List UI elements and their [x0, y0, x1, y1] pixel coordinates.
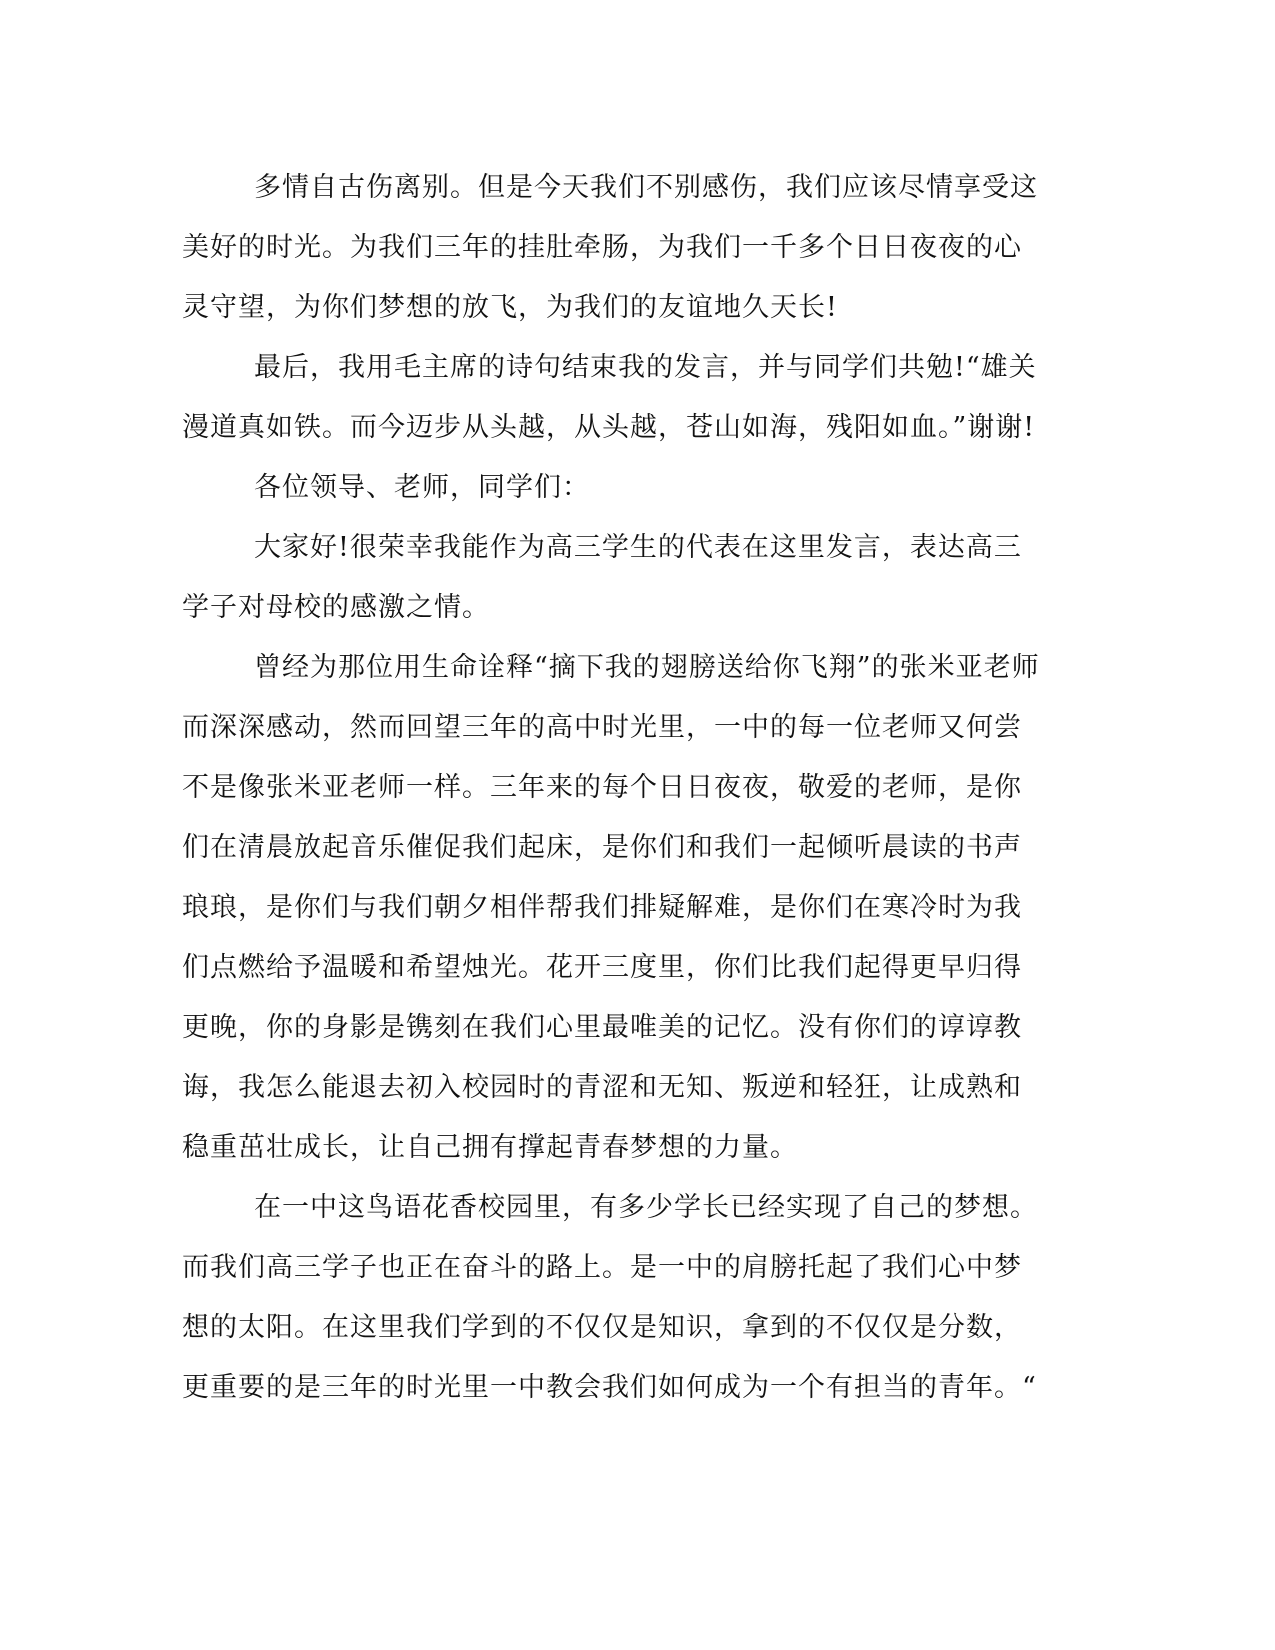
text-line: 更晚，你的身影是镌刻在我们心里最唯美的记忆。没有你们的谆谆教 — [182, 1012, 1022, 1043]
text-line: 而我们高三学子也正在奋斗的路上。是一中的肩膀托起了我们心中梦 — [182, 1252, 1022, 1283]
text-line: 想的太阳。在这里我们学到的不仅仅是知识，拿到的不仅仅是分数， — [182, 1312, 1022, 1343]
text-line: 诲，我怎么能退去初入校园时的青涩和无知、叛逆和轻狂，让成熟和 — [182, 1072, 1022, 1103]
text-line: 最后，我用毛主席的诗句结束我的发言，并与同学们共勉!“雄关 — [254, 352, 1037, 383]
text-line: 更重要的是三年的时光里一中教会我们如何成为一个有担当的青年。“ — [182, 1372, 1037, 1403]
text-line: 们在清晨放起音乐催促我们起床，是你们和我们一起倾听晨读的书声 — [182, 832, 1022, 863]
text-line: 而深深感动，然而回望三年的高中时光里，一中的每一位老师又何尝 — [182, 712, 1022, 743]
text-line: 们点燃给予温暖和希望烛光。花开三度里，你们比我们起得更早归得 — [182, 952, 1022, 983]
text-line: 漫道真如铁。而今迈步从头越，从头越，苍山如海，残阳如血。”谢谢! — [182, 412, 1036, 443]
text-line: 不是像张米亚老师一样。三年来的每个日日夜夜，敬爱的老师，是你 — [182, 772, 1022, 803]
document-body — [182, 158, 1040, 1418]
text-line: 学子对母校的感激之情。 — [182, 592, 490, 623]
text-line: 在一中这鸟语花香校园里，有多少学长已经实现了自己的梦想。 — [254, 1192, 1038, 1223]
text-line: 各位领导、老师，同学们： — [254, 472, 590, 503]
text-line: 曾经为那位用生命诠释“摘下我的翅膀送给你飞翔”的张米亚老师 — [254, 652, 1040, 683]
text-line: 大家好!很荣幸我能作为高三学生的代表在这里发言，表达高三 — [254, 532, 1022, 563]
text-line: 琅琅，是你们与我们朝夕相伴帮我们排疑解难，是你们在寒冷时为我 — [182, 892, 1022, 923]
text-line: 灵守望，为你们梦想的放飞，为我们的友谊地久天长! — [182, 292, 838, 323]
text-line: 多情自古伤离别。但是今天我们不别感伤，我们应该尽情享受这 — [254, 172, 1038, 203]
text-line: 稳重茁壮成长，让自己拥有撑起青春梦想的力量。 — [182, 1132, 798, 1163]
text-line: 美好的时光。为我们三年的挂肚牵肠，为我们一千多个日日夜夜的心 — [182, 232, 1022, 263]
